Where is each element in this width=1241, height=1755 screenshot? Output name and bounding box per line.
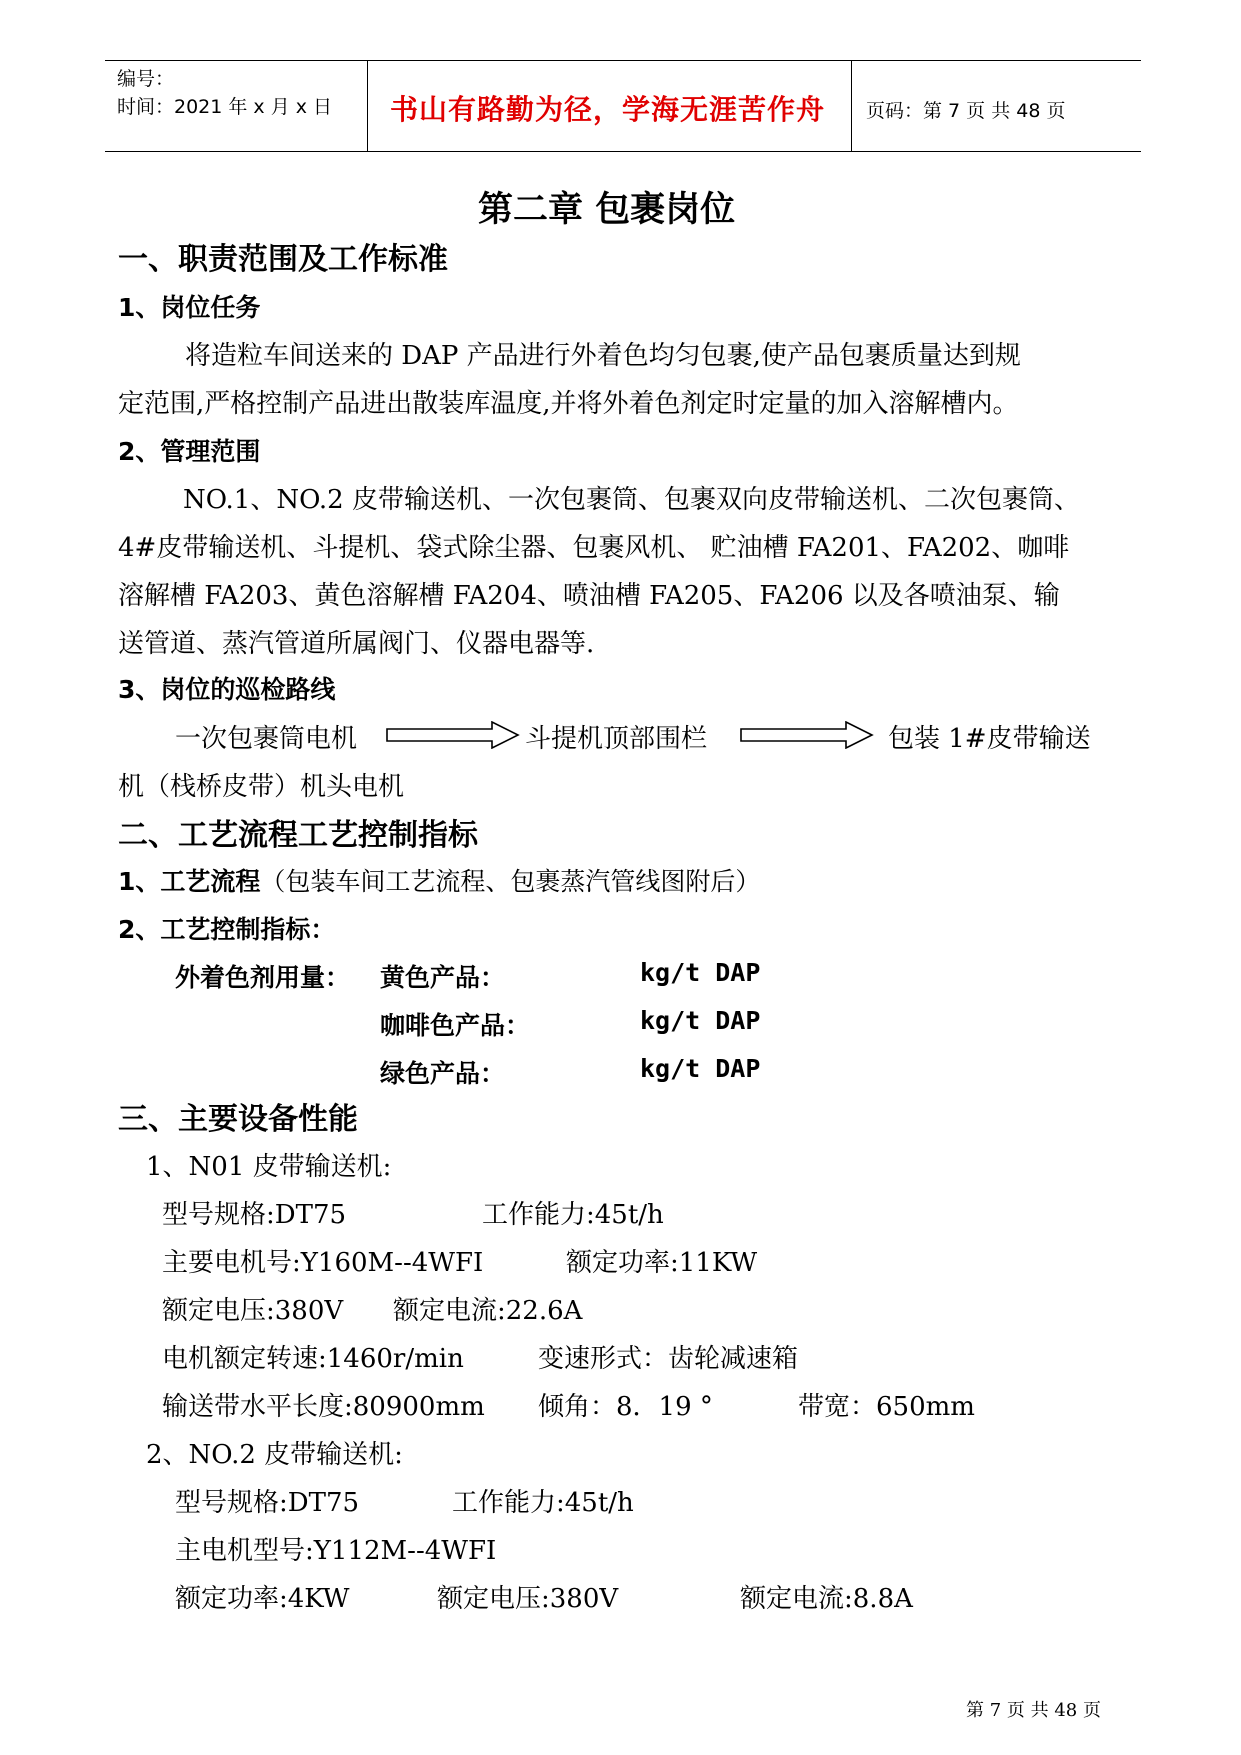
- eq1-capacity: 工作能力:45t/h: [482, 1200, 664, 1230]
- eq1-speed: 电机额定转速:1460r/min: [162, 1344, 464, 1374]
- flow-note: （包装车间工艺流程、包裹蒸汽管线图附后）: [260, 867, 761, 896]
- task-line-1: 将造粒车间送来的 DAP 产品进行外着色均匀包裹,使产品包裹质量达到规: [185, 341, 1021, 371]
- eq1-gear: 变速形式：齿轮减速箱: [538, 1344, 799, 1374]
- eq1-angle: 倾角：8．19 °: [538, 1392, 713, 1422]
- flow-heading: 1、工艺流程: [118, 867, 261, 896]
- page-label: 页码：第 7 页 共 48 页: [866, 100, 1066, 122]
- route-arrow-2-icon: [740, 721, 874, 749]
- header-divider-right: [851, 61, 852, 152]
- route-step-3-cont: 机（栈桥皮带）机头电机: [118, 772, 405, 802]
- eq2-current: 额定电流:8.8A: [740, 1584, 913, 1614]
- motto: 书山有路勤为径，学海无涯苦作舟: [390, 93, 826, 126]
- dosage-item-name: 绿色产品：: [380, 1059, 506, 1088]
- eq1-model: 型号规格:DT75: [162, 1200, 347, 1230]
- eq1-motor: 主要电机号:Y160M--4WFI: [162, 1248, 484, 1278]
- scope-line-1: NO.1、NO.2 皮带输送机、一次包裹筒、包裹双向皮带输送机、二次包裹筒、: [183, 485, 1080, 515]
- eq2-voltage: 额定电压:380V: [437, 1584, 619, 1614]
- eq2-model: 型号规格:DT75: [175, 1488, 360, 1518]
- route-step-3: 包装 1#皮带输送: [888, 724, 1091, 754]
- task-line-2: 定范围,严格控制产品进出散装库温度,并将外着色剂定时定量的加入溶解槽内。: [118, 389, 1019, 419]
- eq1-length: 输送带水平长度:80900mm: [162, 1392, 485, 1422]
- route-arrow-1-icon: [386, 721, 520, 749]
- eq1-current: 额定电流:22.6A: [393, 1296, 583, 1326]
- dosage-item-name: 咖啡色产品：: [380, 1011, 531, 1040]
- sub-1-heading: 1、岗位任务: [118, 293, 261, 322]
- control-heading: 2、工艺控制指标：: [118, 915, 336, 944]
- eq1-voltage: 额定电压:380V: [162, 1296, 344, 1326]
- scope-line-4: 送管道、蒸汽管道所属阀门、仪器电器等.: [118, 629, 595, 659]
- eq1-width: 带宽：650mm: [798, 1392, 975, 1422]
- section-2-heading: 二、工艺流程工艺控制指标: [118, 818, 478, 853]
- header-top-rule: [105, 60, 1141, 61]
- sub-3-heading: 3、岗位的巡检路线: [118, 675, 336, 704]
- serial-label: 编号：: [117, 68, 175, 90]
- dosage-label: 外着色剂用量：: [175, 963, 351, 992]
- equipment-2-heading: 2、NO.2 皮带输送机:: [146, 1440, 403, 1470]
- scope-line-3: 溶解槽 FA203、黄色溶解槽 FA204、喷油槽 FA205、FA206 以及各喷油泵、输: [118, 581, 1060, 611]
- header-bottom-rule: [105, 151, 1141, 152]
- route-step-2: 斗提机顶部围栏: [525, 724, 708, 754]
- header-divider-left: [367, 61, 368, 152]
- sub-2-heading: 2、管理范围: [118, 437, 261, 466]
- dosage-item-unit: kg/t DAP: [640, 958, 761, 987]
- route-step-1: 一次包裹筒电机: [175, 724, 358, 754]
- section-1-heading: 一、职责范围及工作标准: [118, 242, 448, 277]
- time-label: 时间：2021 年 x 月 x 日: [117, 96, 333, 118]
- equipment-1-heading: 1、N01 皮带输送机:: [146, 1152, 392, 1182]
- eq2-capacity: 工作能力:45t/h: [452, 1488, 634, 1518]
- flow-line: [118, 862, 760, 898]
- eq2-motor: 主电机型号:Y112M--4WFI: [175, 1536, 497, 1566]
- section-3-heading: 三、主要设备性能: [118, 1102, 358, 1137]
- dosage-item-unit: kg/t DAP: [640, 1006, 761, 1035]
- chapter-title: 第二章 包裹岗位: [478, 190, 736, 230]
- eq1-power: 额定功率:11KW: [566, 1248, 758, 1278]
- page-footer: 第 7 页 共 48 页: [966, 1700, 1101, 1721]
- scope-line-2: 4#皮带输送机、斗提机、袋式除尘器、包裹风机、 贮油槽 FA201、FA202、咖啡: [118, 533, 1070, 563]
- dosage-item-name: 黄色产品：: [380, 963, 506, 992]
- eq2-power: 额定功率:4KW: [175, 1584, 350, 1614]
- dosage-item-unit: kg/t DAP: [640, 1054, 761, 1083]
